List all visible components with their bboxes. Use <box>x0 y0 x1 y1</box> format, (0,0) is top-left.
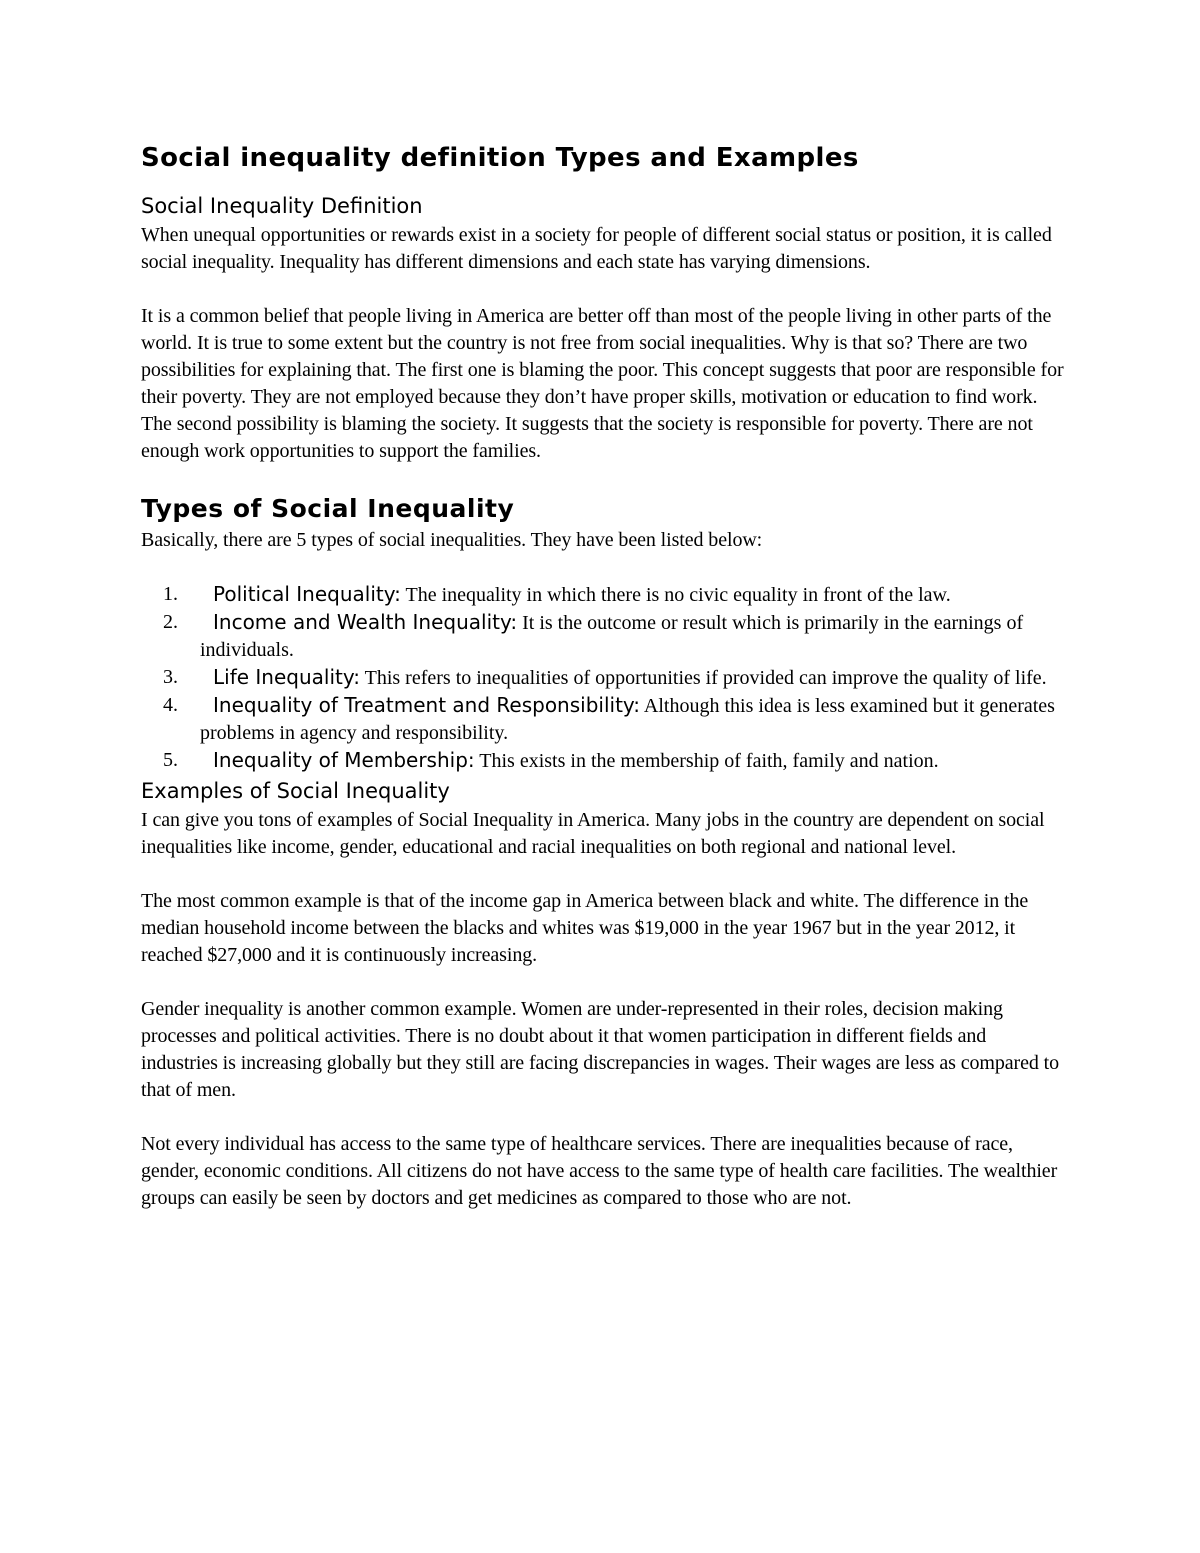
list-number: 4. <box>163 694 178 716</box>
document-page <box>141 138 1066 1212</box>
list-number: 2. <box>163 611 178 633</box>
list-item <box>141 609 1066 664</box>
list-number: 1. <box>163 583 178 605</box>
examples-paragraph-2: The most common example is that of the income gap in America between black and white. The difference in the median household income between the blacks and whites was $19,000 in the year 1967 but in the year 2012, it reached $27,000 and it is continuously increasing. <box>141 890 1029 966</box>
list-item <box>141 747 1066 775</box>
definition-heading: Social Inequality Definition <box>141 194 423 218</box>
list-text: Although this idea is less examined but it generates problems in agency and responsibility. <box>200 695 1055 744</box>
list-item <box>141 692 1066 747</box>
list-text: The inequality in which there is no civic equality in front of the law. <box>400 584 951 606</box>
document-title: Social inequality definition Types and Examples <box>141 143 859 173</box>
list-term: Income and Wealth Inequality: <box>213 610 518 634</box>
list-text: This exists in the membership of faith, family and nation. <box>474 750 939 772</box>
list-term: Political Inequality: <box>213 582 401 606</box>
list-term: Inequality of Membership: <box>213 748 475 772</box>
examples-heading: Examples of Social Inequality <box>141 779 450 803</box>
definition-paragraph-1: When unequal opportunities or rewards exist in a society for people of different social status or position, it is called social inequality. Inequality has different dimensions and each state has varying dimensions. <box>141 224 1052 273</box>
definition-paragraph-2: It is a common belief that people living in America are better off than most of the people living in other parts of the world. It is true to some extent but the country is not free from social inequalities. Why is that so? There are two possibilities for explaining that. The first one is blaming the poor. This concept suggests that poor are responsible for their poverty. They are not employed because they don’t have proper skills, motivation or education to find work. The second possibility is blaming the society. It suggests that the society is responsible for poverty. There are not enough work opportunities to support the families. <box>141 305 1064 462</box>
list-number: 3. <box>163 666 178 688</box>
examples-paragraph-4: Not every individual has access to the same type of healthcare services. There are inequalities because of race, gender, economic conditions. All citizens do not have access to the same type of health care facilities. The wealthier groups can easily be seen by doctors and get medicines as compared to those who are not. <box>141 1133 1058 1209</box>
list-number: 5. <box>163 749 178 771</box>
list-term: Life Inequality: <box>213 665 360 689</box>
examples-paragraph-3: Gender inequality is another common example. Women are under-represented in their roles, decision making processes and political activities. There is no doubt about it that women participation in different fields and industries is increasing globally but they still are facing discrepancies in wages. Their wages are less as compared to that of men. <box>141 998 1060 1101</box>
list-term: Inequality of Treatment and Responsibility: <box>213 693 641 717</box>
examples-paragraph-1: I can give you tons of examples of Social Inequality in America. Many jobs in the country are dependent on social inequalities like income, gender, educational and racial inequalities on both regional and national level. <box>141 809 1045 858</box>
types-heading: Types of Social Inequality <box>141 494 515 523</box>
list-text: This refers to inequalities of opportunities if provided can improve the quality of life. <box>359 667 1047 689</box>
types-intro: Basically, there are 5 types of social inequalities. They have been listed below: <box>141 529 763 551</box>
list-text: It is the outcome or result which is primarily in the earnings of individuals. <box>200 612 1024 661</box>
list-item <box>141 581 1066 609</box>
types-list <box>141 581 1066 775</box>
list-item <box>141 664 1066 692</box>
